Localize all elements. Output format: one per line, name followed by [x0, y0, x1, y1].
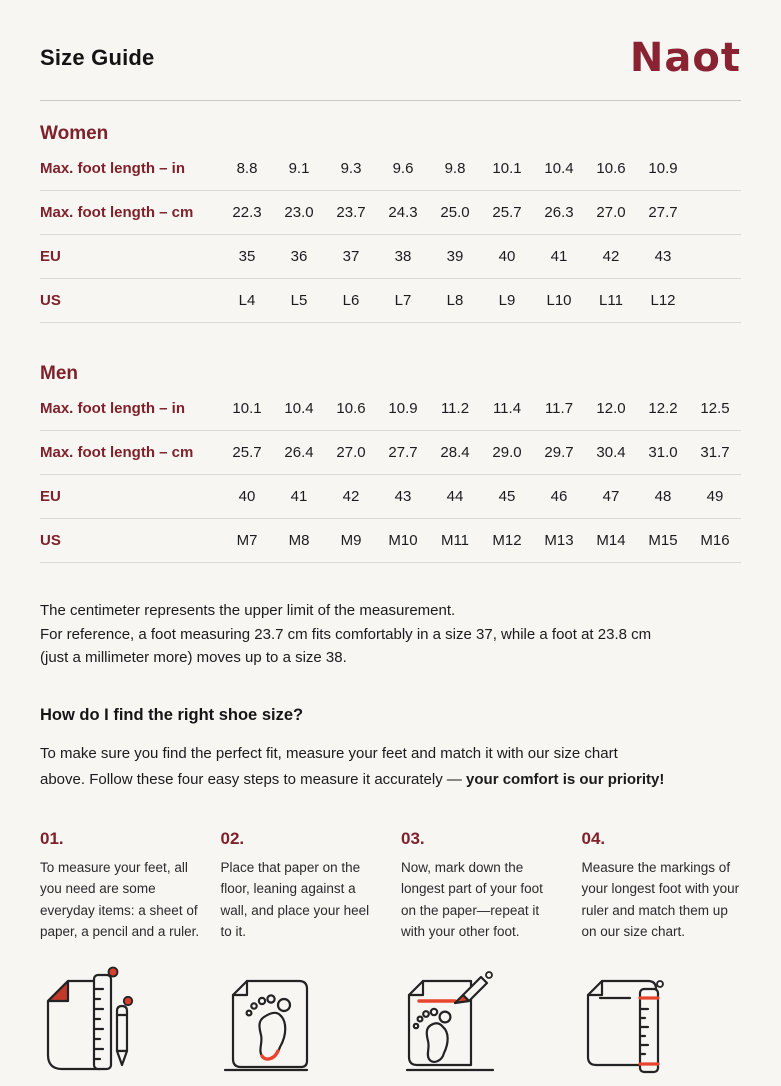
step-number: 04.	[581, 828, 606, 848]
size-value: 10.6	[336, 400, 366, 417]
size-value: 12.0	[596, 400, 626, 417]
size-value: 42	[602, 248, 620, 265]
size-value: L9	[498, 292, 516, 309]
size-value: 45	[498, 488, 516, 505]
size-value: 10.4	[284, 400, 314, 417]
row-label: US	[40, 292, 61, 309]
howto-intro-line2: above. Follow these four easy steps to measure it accurately — your comfort is our priority!	[40, 770, 665, 788]
paper-footprint-wall-icon	[221, 965, 321, 1075]
size-value: M7	[236, 532, 258, 549]
size-value: M13	[544, 532, 574, 549]
step-text: Measure the markings of your longest foot with your ruler and match them up on our size chart.	[581, 859, 740, 939]
size-value: 11.7	[544, 400, 574, 417]
step-3	[401, 829, 561, 943]
size-value: 36	[290, 248, 308, 265]
size-value: 28.4	[440, 444, 470, 461]
size-value: 12.5	[700, 400, 730, 417]
howto-intro	[40, 741, 741, 793]
size-value: 11.4	[492, 400, 522, 417]
size-value: M16	[700, 532, 730, 549]
women-section	[40, 123, 741, 323]
size-value: 22.3	[232, 204, 262, 221]
size-table-row	[40, 147, 741, 191]
note-line: (just a millimeter more) moves up to a size 38.	[40, 649, 347, 666]
size-value: M10	[388, 532, 418, 549]
size-table-row	[40, 279, 741, 323]
size-value: 42	[342, 488, 360, 505]
size-value: 40	[498, 248, 516, 265]
size-value: 43	[654, 248, 672, 265]
size-value: L7	[394, 292, 412, 309]
size-value: 9.6	[392, 160, 414, 177]
size-value: 11.2	[440, 400, 470, 417]
size-value: 47	[602, 488, 620, 505]
size-value: 41	[290, 488, 308, 505]
size-table-row	[40, 475, 741, 519]
size-value: 26.4	[284, 444, 314, 461]
size-value: 8.8	[236, 160, 258, 177]
size-value: L4	[238, 292, 256, 309]
size-value: L11	[599, 292, 623, 309]
size-value: 10.4	[544, 160, 574, 177]
size-table-row	[40, 235, 741, 279]
size-value: 10.1	[232, 400, 262, 417]
size-value: 10.6	[596, 160, 626, 177]
row-label: Max. foot length – in	[40, 400, 185, 417]
size-value: 29.0	[492, 444, 522, 461]
size-value: 48	[654, 488, 672, 505]
size-table-row	[40, 431, 741, 475]
step-text: Place that paper on the floor, leaning against a wall, and place your heel to it.	[220, 859, 370, 939]
size-value: 10.1	[492, 160, 522, 177]
row-label: US	[40, 532, 61, 549]
step-text: To measure your feet, all you need are some everyday items: a sheet of paper, a pencil and a ruler.	[40, 859, 200, 939]
women-section-title: Women	[40, 123, 109, 144]
size-table-row	[40, 191, 741, 235]
size-value: M8	[288, 532, 310, 549]
step-1	[40, 829, 200, 943]
step-number: 02.	[220, 828, 245, 848]
howto-heading: How do I find the right shoe size?	[40, 705, 304, 724]
size-value: 49	[706, 488, 724, 505]
size-value: 29.7	[544, 444, 574, 461]
row-label: Max. foot length – cm	[40, 204, 194, 221]
row-label: Max. foot length – cm	[40, 444, 194, 461]
size-value: L5	[290, 292, 308, 309]
size-value: 46	[550, 488, 568, 505]
size-value: M14	[596, 532, 626, 549]
size-value: 10.9	[388, 400, 418, 417]
size-value: 39	[446, 248, 464, 265]
step-icons-row	[40, 965, 741, 1075]
size-value: 26.3	[544, 204, 574, 221]
size-value: M15	[648, 532, 678, 549]
size-value: 40	[238, 488, 256, 505]
paper-footprint-pencil-icon	[401, 965, 501, 1075]
men-size-table	[40, 387, 741, 563]
size-value: 12.2	[648, 400, 678, 417]
note-line: For reference, a foot measuring 23.7 cm fits comfortably in a size 37, while a foot at 23.8 cm	[40, 625, 652, 643]
step-number: 03.	[401, 828, 425, 848]
step-text: Now, mark down the longest part of your foot on the paper—repeat it with your other foot.	[401, 859, 543, 939]
size-value: 30.4	[596, 444, 626, 461]
size-value: L8	[446, 292, 464, 309]
size-value: 25.7	[232, 444, 262, 461]
size-value: L6	[342, 292, 360, 309]
size-value: 25.0	[440, 204, 470, 221]
women-size-table	[40, 147, 741, 323]
size-value: 23.0	[284, 204, 314, 221]
size-value: 27.0	[336, 444, 366, 461]
size-value: L12	[650, 292, 676, 309]
size-value: 37	[342, 248, 360, 265]
size-value: 31.0	[648, 444, 678, 461]
size-value: 25.7	[492, 204, 522, 221]
size-value: 10.9	[648, 160, 678, 177]
size-value: 27.0	[596, 204, 626, 221]
size-value: M12	[492, 532, 522, 549]
step-2	[221, 829, 381, 943]
size-value: M9	[340, 532, 362, 549]
row-label: EU	[40, 248, 61, 265]
size-value: 27.7	[388, 444, 418, 461]
row-label: Max. foot length – in	[40, 160, 185, 177]
size-value: 43	[394, 488, 412, 505]
measurement-notes	[40, 599, 741, 670]
step-number: 01.	[40, 828, 64, 848]
size-value: 9.8	[444, 160, 466, 177]
note-line: The centimeter represents the upper limit of the measurement.	[40, 602, 456, 619]
size-value: 9.3	[340, 160, 362, 177]
size-value: L10	[546, 292, 572, 309]
howto-intro-line1: To make sure you find the perfect fit, measure your feet and match it with our size chart	[40, 744, 618, 762]
howto-intro-bold: your comfort is our priority!	[466, 770, 665, 788]
page-header	[40, 28, 741, 101]
size-value: M11	[440, 532, 470, 549]
size-value: 24.3	[388, 204, 418, 221]
page-title: Size Guide	[40, 45, 155, 70]
size-value: 35	[238, 248, 256, 265]
paper-ruler-pencil-icon	[40, 965, 140, 1075]
row-label: EU	[40, 488, 61, 505]
size-table-row	[40, 519, 741, 563]
men-section	[40, 363, 741, 563]
size-value: 38	[394, 248, 412, 265]
steps-grid	[40, 829, 741, 943]
size-value: 31.7	[700, 444, 730, 461]
size-value: 9.1	[288, 160, 310, 177]
size-value: 23.7	[336, 204, 366, 221]
size-value: 41	[550, 248, 568, 265]
men-section-title: Men	[40, 363, 78, 384]
size-table-row	[40, 387, 741, 431]
paper-ruler-marks-icon	[582, 965, 682, 1075]
size-value: 27.7	[648, 204, 678, 221]
step-4	[582, 829, 742, 943]
naot-logo: Naot	[629, 35, 741, 81]
size-value: 44	[446, 488, 464, 505]
